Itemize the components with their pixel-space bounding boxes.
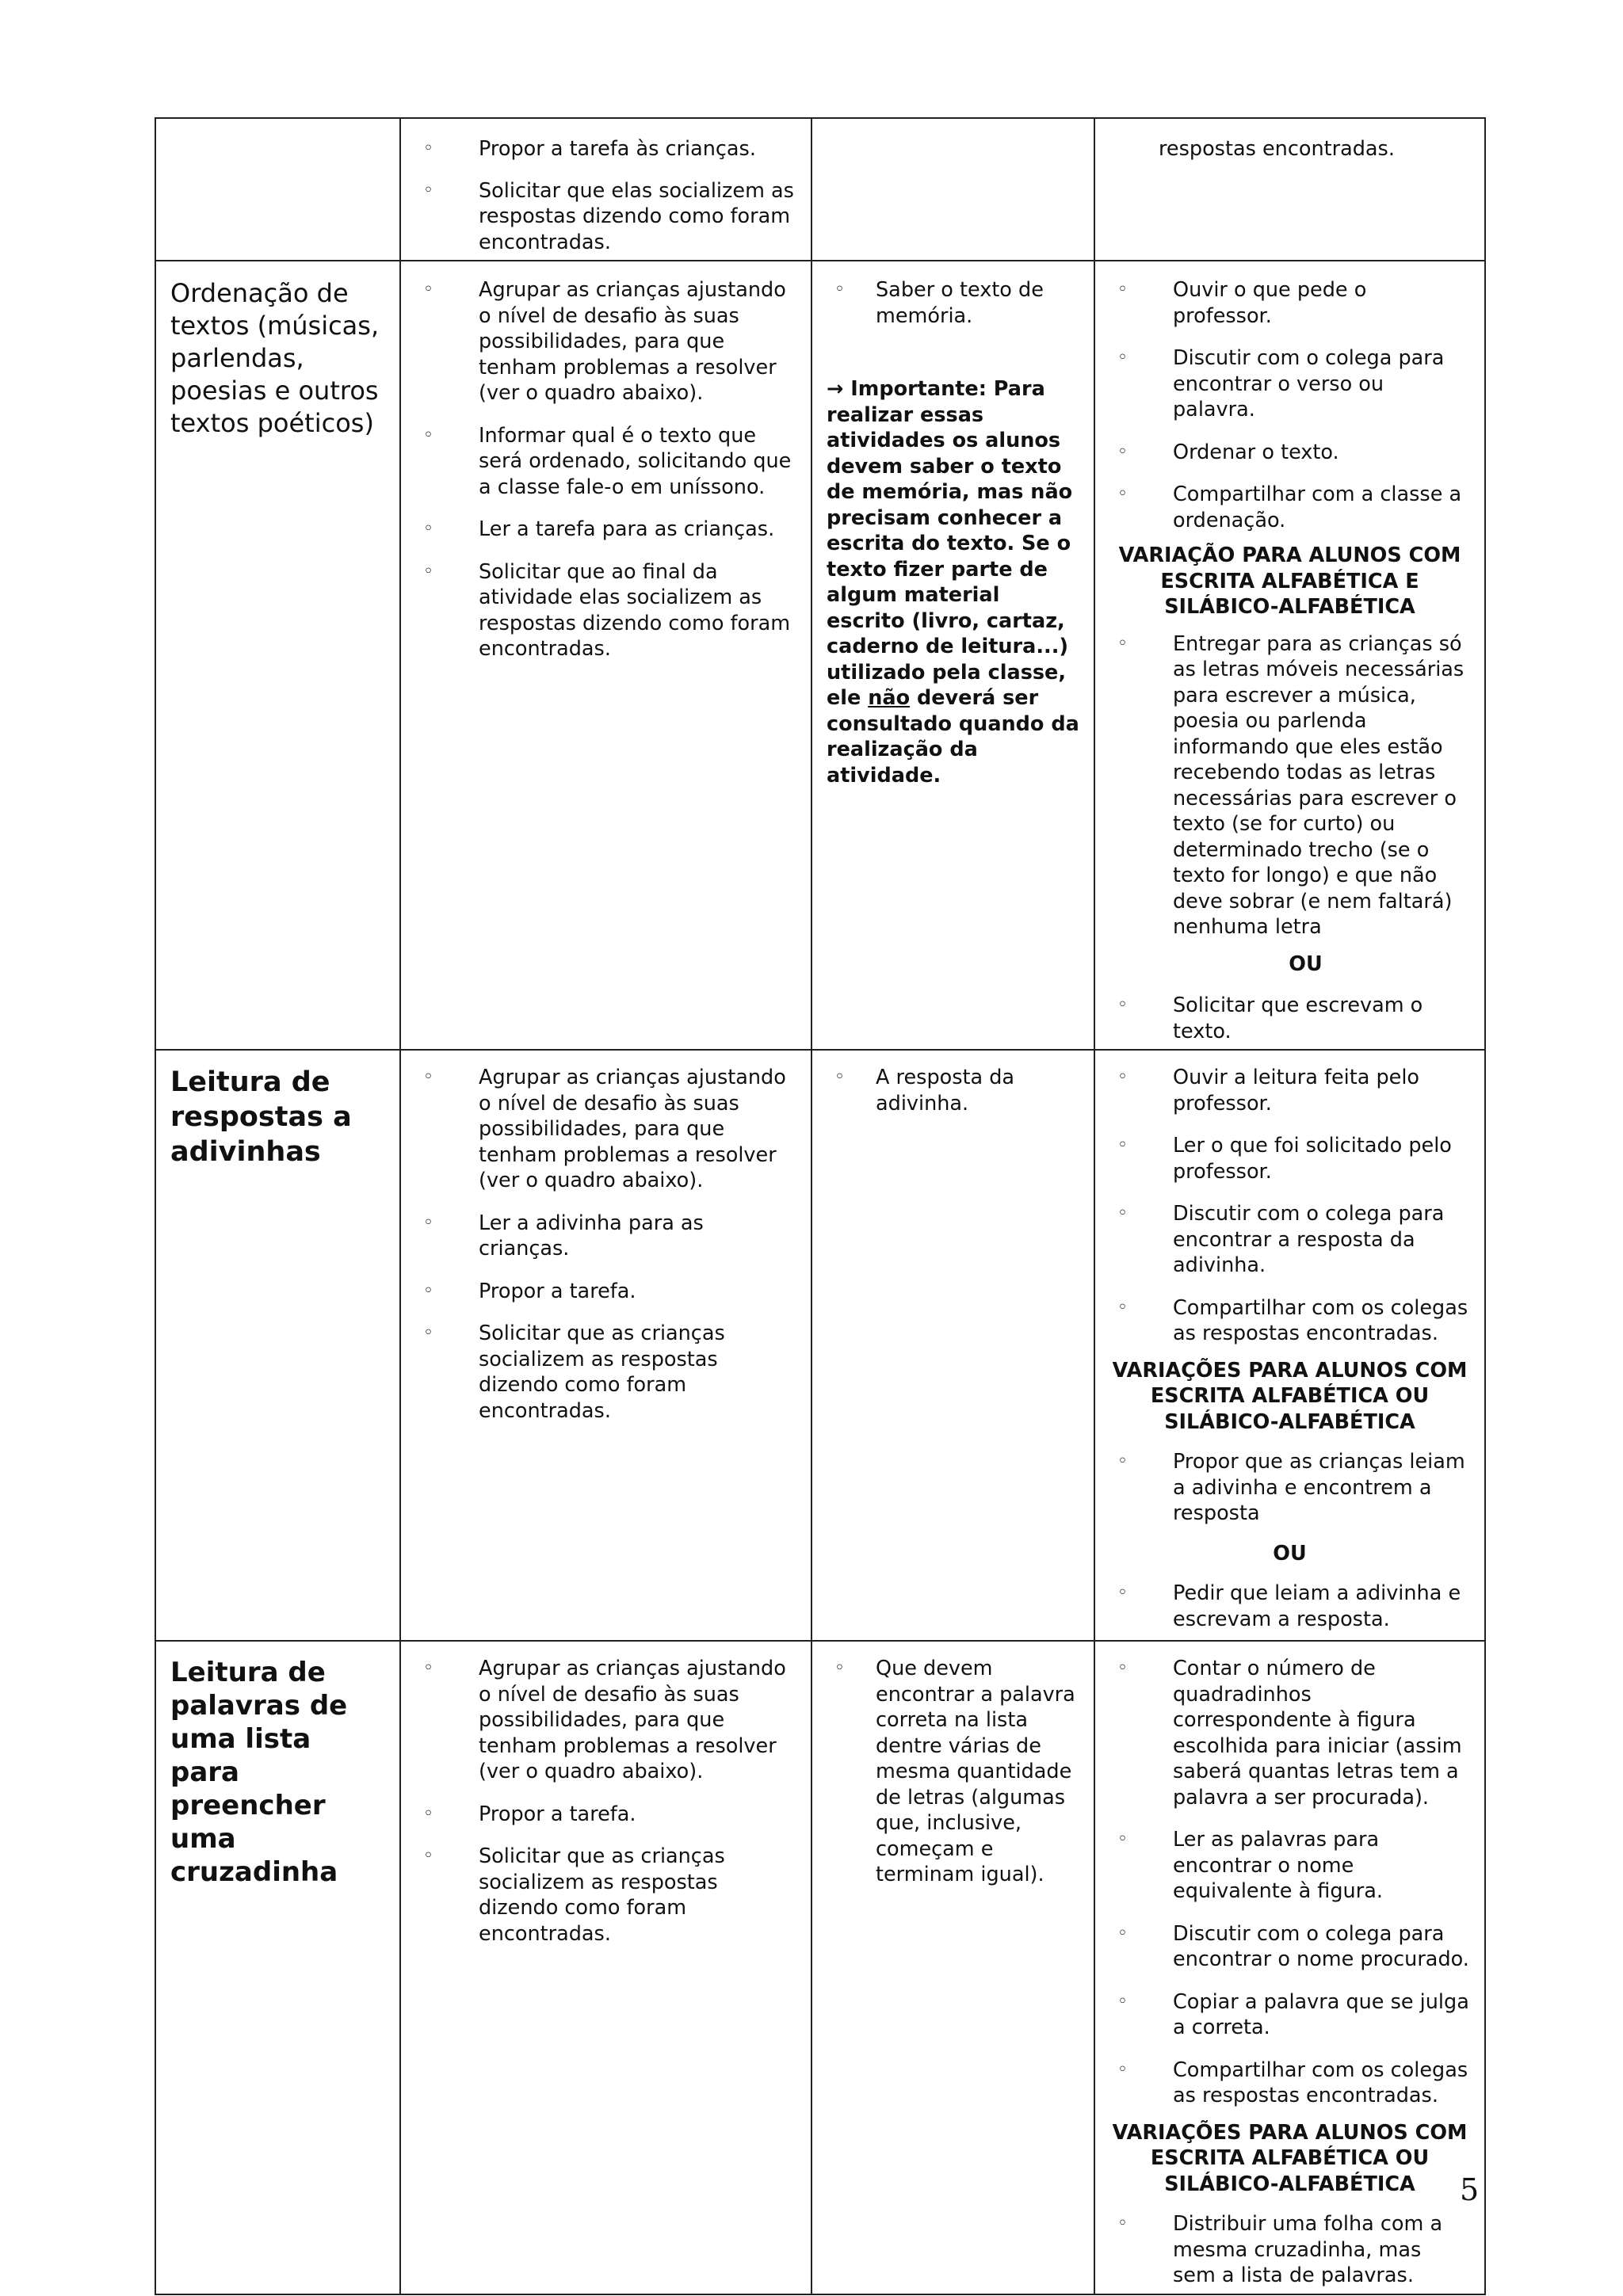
variation-heading: VARIAÇÕES PARA ALUNOS COM ESCRITA ALFABÉTICA OU SILÁBICO-ALFABÉTICA — [1112, 2120, 1468, 2196]
list-item: ◦ A resposta da adivinha. — [834, 1066, 1015, 1116]
activity-title: Leitura de palavras de uma lista para preencher uma cruzadinha — [170, 1657, 348, 1888]
student-actions-cell — [1094, 1050, 1485, 1641]
list-item: ◦ Solicitar que elas socializem as respostas dizendo como foram encontradas. — [423, 178, 794, 254]
table-row — [155, 118, 1485, 261]
teacher-actions-cell — [400, 118, 812, 261]
activity-title-cell — [155, 118, 400, 261]
activities-table — [155, 117, 1486, 2295]
or-label: OU — [1273, 1541, 1307, 1566]
variation-heading: VARIAÇÕES PARA ALUNOS COM ESCRITA ALFABÉTICA OU SILÁBICO-ALFABÉTICA — [1112, 1358, 1468, 1434]
expected-knowledge-cell — [812, 1641, 1094, 2294]
activity-title: Ordenação de textos (músicas, parlendas, poesias e outros textos poéticos) — [170, 278, 380, 438]
list-item: ◦ Compartilhar com a classe a ordenação. — [1117, 482, 1462, 532]
list-item: ◦ Agrupar as crianças ajustando o nível de desafio às suas possibilidades, para que tenham problemas a resolver (ver o quadro abaixo). — [423, 1066, 786, 1192]
list-item: ◦ Copiar a palavra que se julga a correta. — [1117, 1989, 1469, 2039]
list-item: ◦ Informar qual é o texto que será ordenado, solicitando que a classe fale-o em uníssono. — [423, 423, 792, 499]
list-item: ◦ Solicitar que escrevam o texto. — [1117, 994, 1423, 1043]
list-item: ◦ Saber o texto de memória. — [834, 278, 1044, 328]
activity-title-cell — [155, 1641, 400, 2294]
list-item: ◦ Ler a tarefa para as crianças. — [423, 517, 775, 541]
list-item: ◦ Pedir que leiam a adivinha e escrevam a resposta. — [1117, 1581, 1461, 1631]
teacher-actions-cell — [400, 1050, 812, 1641]
list-item: ◦ Discutir com o colega para encontrar a resposta da adivinha. — [1117, 1202, 1445, 1277]
expected-knowledge-cell — [812, 261, 1094, 1050]
activity-title-cell — [155, 1050, 400, 1641]
teacher-actions-cell — [400, 1641, 812, 2294]
list-item: ◦ Propor a tarefa às crianças. — [423, 137, 756, 161]
list-item: ◦ Ouvir o que pede o professor. — [1117, 278, 1367, 328]
arrow-right-icon: → — [827, 377, 844, 401]
list-item: ◦ Distribuir uma folha com a mesma cruzadinha, mas sem a lista de palavras. — [1117, 2212, 1443, 2287]
list-item: ◦ Agrupar as crianças ajustando o nível de desafio às suas possibilidades, para que tenham problemas a resolver (ver o quadro abaixo). — [423, 278, 786, 405]
list-item: ◦ Contar o número de quadradinhos correspondente à figura escolhida para iniciar (assim saberá quantas letras tem a palavra a ser procurada). — [1117, 1657, 1462, 1810]
list-item: ◦ Que devem encontrar a palavra correta na lista dentre várias de mesma quantidade de letras (algumas que, inclusive, começam e terminam igual). — [834, 1657, 1075, 1886]
table-row — [155, 261, 1485, 1050]
list-item: ◦ Discutir com o colega para encontrar o nome procurado. — [1117, 1921, 1469, 1971]
student-actions-cell — [1094, 261, 1485, 1050]
or-label: OU — [1289, 952, 1323, 976]
variation-heading: VARIAÇÃO PARA ALUNOS COM ESCRITA ALFABÉTICA E SILÁBICO-ALFABÉTICA — [1118, 543, 1461, 619]
list-item: ◦ Agrupar as crianças ajustando o nível de desafio às suas possibilidades, para que tenham problemas a resolver (ver o quadro abaixo). — [423, 1657, 786, 1783]
list-item: ◦ Ler o que foi solicitado pelo professor. — [1117, 1134, 1452, 1184]
list-item: ◦ Propor a tarefa. — [423, 1802, 636, 1826]
teacher-actions-cell — [400, 261, 812, 1050]
list-item: ◦ Ouvir a leitura feita pelo professor. — [1117, 1066, 1420, 1116]
list-item: ◦ Solicitar que as crianças socializem as respostas dizendo como foram encontradas. — [423, 1844, 725, 1946]
list-item: ◦ Solicitar que ao final da atividade elas socializem as respostas dizendo como foram encontradas. — [423, 559, 791, 661]
list-item: ◦ Discutir com o colega para encontrar o verso ou palavra. — [1117, 346, 1445, 421]
list-item: ◦ Ler a adivinha para as crianças. — [423, 1211, 704, 1261]
list-item: ◦ Entregar para as crianças só as letras móveis necessárias para escrever a música, poesia ou parlenda informando que eles estão recebendo todas as letras necessárias para escrever o texto (se for curto) ou determinado trecho (se o texto for longo) e que não deve sobrar (e nem faltará) nenhuma letra — [1117, 631, 1465, 939]
list-item: ◦ Compartilhar com os colegas as respostas encontradas. — [1117, 2058, 1468, 2107]
activity-title-cell — [155, 261, 400, 1050]
table-row — [155, 1050, 1485, 1641]
list-item: ◦ Propor que as crianças leiam a adivinha e encontrem a resposta — [1117, 1450, 1465, 1525]
list-item: ◦ Propor a tarefa. — [423, 1279, 636, 1303]
student-actions-cell — [1094, 118, 1485, 261]
continued-text: respostas encontradas. — [1159, 137, 1395, 161]
expected-knowledge-cell — [812, 118, 1094, 261]
list-item: ◦ Compartilhar com os colegas as respostas encontradas. — [1117, 1295, 1468, 1345]
activity-title: Leitura de respostas a adivinhas — [170, 1066, 352, 1168]
important-note: → Importante: Para realizar essas atividades os alunos devem saber o texto de memória, mas não precisam conhecer a escrita do texto. Se o texto fizer parte de algum material escrito (livro, cartaz, caderno de leitura...) utilizado pela classe, ele não deverá ser consultado quando da realização da atividade. — [827, 377, 1079, 788]
list-item: ◦ Ler as palavras para encontrar o nome equivalente à figura. — [1117, 1828, 1383, 1903]
expected-knowledge-cell — [812, 1050, 1094, 1641]
list-item: ◦ Solicitar que as crianças socializem as respostas dizendo como foram encontradas. — [423, 1322, 725, 1423]
page-number: 5 — [1460, 2172, 1480, 2207]
table-row — [155, 1641, 1485, 2294]
student-actions-cell — [1094, 1641, 1485, 2294]
list-item: ◦ Ordenar o texto. — [1117, 440, 1339, 464]
